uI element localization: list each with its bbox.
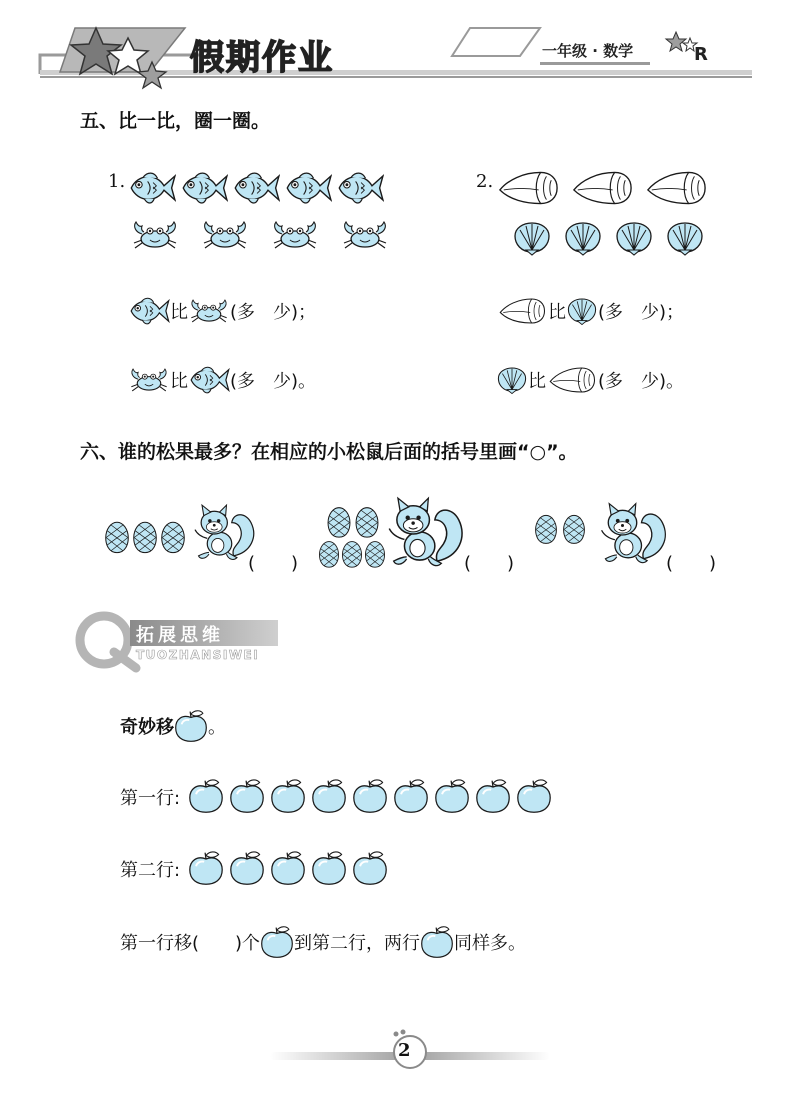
- answer-paren-2[interactable]: ( ): [464, 553, 515, 574]
- fish-row: [128, 170, 384, 206]
- section6-title: 六、谁的松果最多？在相应的小松鼠后面的括号里画“○”。: [80, 441, 578, 463]
- pinecone-group-1: [104, 520, 186, 554]
- crab-icon: [340, 218, 390, 252]
- squirrel-2-icon: [380, 496, 468, 572]
- more-less-choice[interactable]: (多 少): [598, 371, 667, 392]
- conch-icon: [496, 296, 548, 326]
- apple-icon: [229, 850, 265, 886]
- apple-icon: [188, 850, 224, 886]
- crab-icon: [188, 296, 230, 326]
- apple-icon: [516, 778, 552, 814]
- apple-icon: [174, 709, 208, 743]
- q1-compare-b: [128, 365, 316, 395]
- bi-text: 比: [528, 371, 546, 392]
- more-less-choice[interactable]: (多 少): [230, 302, 299, 323]
- q1-label: 1.: [108, 171, 126, 192]
- apple-icon: [229, 778, 265, 814]
- period: 。: [298, 371, 317, 392]
- conch-icon: [644, 168, 708, 208]
- crab-icon: [130, 218, 180, 252]
- row1-label: 第一行:: [120, 788, 181, 809]
- extension-question: [120, 924, 526, 960]
- question-part-3: 同样多。: [454, 933, 527, 954]
- fish-icon: [128, 170, 176, 206]
- section5-title: 五、比一比，圈一圈。: [80, 110, 271, 132]
- edition-badge: R: [694, 44, 708, 65]
- fish-icon: [180, 170, 228, 206]
- more-less-choice[interactable]: (多 少): [598, 302, 667, 323]
- row2-label: 第二行:: [120, 860, 181, 881]
- fish-icon: [336, 170, 384, 206]
- scallop-icon: [566, 296, 598, 326]
- apple-icon: [270, 850, 306, 886]
- apple-icon: [393, 778, 429, 814]
- apple-icon: [260, 925, 294, 959]
- pinecone-icon: [318, 538, 340, 570]
- period: 。: [666, 371, 685, 392]
- apple-icon: [475, 778, 511, 814]
- book-title: 假期作业: [190, 38, 334, 78]
- apple-icon: [188, 778, 224, 814]
- q2-compare-a: [496, 296, 684, 326]
- pinecone-icon: [341, 538, 363, 570]
- squirrel-3-icon: [594, 498, 670, 572]
- apple-icon: [311, 778, 347, 814]
- pinecone-row-bottom: [318, 538, 378, 570]
- extension-intro: [120, 708, 226, 744]
- q2-label: 2.: [476, 171, 494, 192]
- apple-icon: [420, 925, 454, 959]
- scallop-row: [512, 220, 705, 256]
- pinecone-icon: [132, 520, 158, 554]
- pinecone-icon: [326, 506, 352, 538]
- star-logo-icon: [66, 22, 176, 100]
- crab-icon: [200, 218, 250, 252]
- pinecone-icon: [562, 512, 586, 546]
- intro-suffix: 。: [208, 717, 226, 738]
- fish-icon: [188, 365, 230, 395]
- scallop-icon: [496, 365, 528, 395]
- page-number: 2: [398, 1040, 411, 1061]
- grade-subject: 一年级 · 数学: [542, 42, 634, 60]
- semicolon: ；: [666, 302, 685, 323]
- apple-icon: [352, 850, 388, 886]
- crab-row: [130, 218, 390, 252]
- bi-text: 比: [170, 302, 188, 323]
- apple-icon: [352, 778, 388, 814]
- bi-text: 比: [548, 302, 566, 323]
- apple-icon: [311, 850, 347, 886]
- question-part-1[interactable]: 第一行移( )个: [120, 933, 261, 954]
- scallop-icon: [512, 220, 552, 256]
- fish-icon: [128, 296, 170, 326]
- apple-row-1: [188, 778, 552, 814]
- answer-paren-1[interactable]: ( ): [248, 553, 299, 574]
- q1-compare-a: [128, 296, 316, 326]
- pinecone-icon: [104, 520, 130, 554]
- crab-icon: [270, 218, 320, 252]
- semicolon: ；: [298, 302, 317, 323]
- bi-text: 比: [170, 371, 188, 392]
- answer-paren-3[interactable]: ( ): [666, 553, 717, 574]
- more-less-choice[interactable]: (多 少): [230, 371, 299, 392]
- extension-heading-pinyin: TUOZHANSIWEI: [136, 648, 260, 662]
- apple-icon: [434, 778, 470, 814]
- conch-icon: [570, 168, 634, 208]
- question-part-2: 到第二行，两行: [294, 933, 421, 954]
- pinecone-icon: [160, 520, 186, 554]
- pinecone-row-top: [326, 506, 378, 538]
- apple-icon: [270, 778, 306, 814]
- apple-row-2: [188, 850, 388, 886]
- conch-icon: [496, 168, 560, 208]
- intro-prefix: 奇妙移: [120, 717, 174, 738]
- q2-compare-b: [496, 365, 684, 395]
- crab-icon: [128, 365, 170, 395]
- extension-heading: 拓展思维: [136, 625, 224, 646]
- pinecone-icon: [534, 512, 558, 546]
- pinecone-group-2: [318, 506, 378, 570]
- conch-icon: [546, 365, 598, 395]
- conch-row: [496, 168, 708, 208]
- scallop-icon: [563, 220, 603, 256]
- pinecone-group-3: [534, 512, 586, 546]
- fish-icon: [284, 170, 332, 206]
- fish-icon: [232, 170, 280, 206]
- scallop-icon: [665, 220, 705, 256]
- pinecone-icon: [354, 506, 380, 538]
- scallop-icon: [614, 220, 654, 256]
